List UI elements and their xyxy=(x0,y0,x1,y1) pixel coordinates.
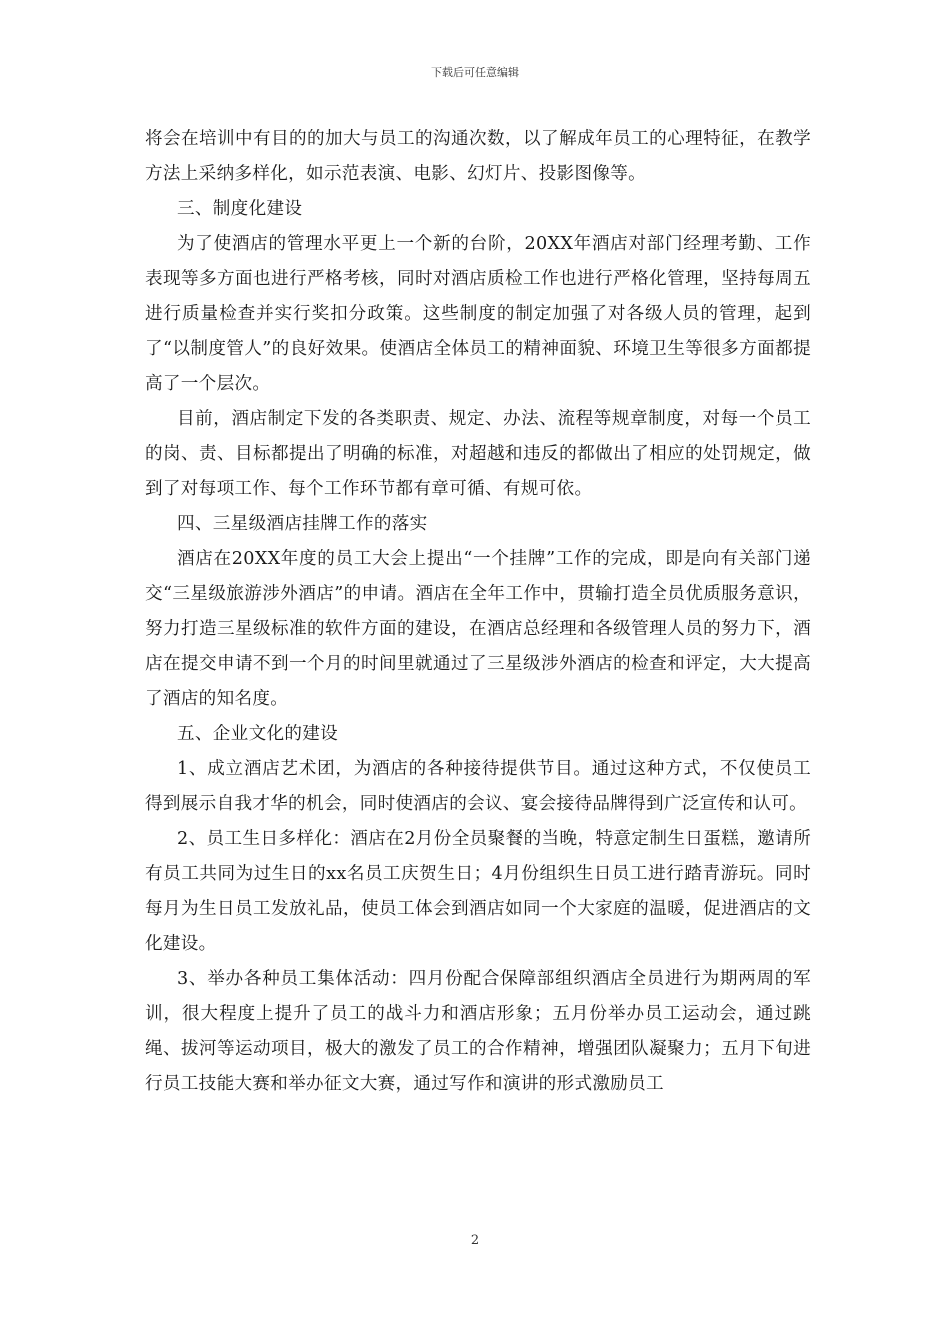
page-header: 下载后可任意编辑 xyxy=(431,66,519,79)
document-body xyxy=(145,122,811,1102)
paragraph: 1、成立酒店艺术团，为酒店的各种接待提供节目。通过这种方式，不仅使员工得到展示自我才华的机会，同时使酒店的会议、宴会接待品牌得到广泛宣传和认可。 xyxy=(145,759,811,814)
paragraph: 2、员工生日多样化：酒店在2月份全员聚餐的当晚，特意定制生日蛋糕，邀请所有员工共同为过生日的xx名员工庆贺生日；4月份组织生日员工进行踏青游玩。同时每月为生日员工发放礼品，使员工体会到酒店如同一个大家庭的温暖，促进酒店的文化建设。 xyxy=(145,829,811,954)
section-heading: 三、制度化建设 xyxy=(177,199,303,219)
paragraph: 目前，酒店制定下发的各类职责、规定、办法、流程等规章制度，对每一个员工的岗、责、目标都提出了明确的标准，对超越和违反的都做出了相应的处罚规定，做到了对每项工作、每个工作环节都有章可循、有规可依。 xyxy=(145,409,811,499)
paragraph: 酒店在20XX年度的员工大会上提出“一个挂牌”工作的完成，即是向有关部门递交“三星级旅游涉外酒店”的申请。酒店在全年工作中，贯输打造全员优质服务意识，努力打造三星级标准的软件方面的建设，在酒店总经理和各级管理人员的努力下，酒店在提交申请不到一个月的时间里就通过了三星级涉外酒店的检查和评定，大大提高了酒店的知名度。 xyxy=(145,549,811,709)
section-heading: 四、三星级酒店挂牌工作的落实 xyxy=(177,514,428,534)
paragraph: 将会在培训中有目的的加大与员工的沟通次数，以了解成年员工的心理特征，在教学方法上采纳多样化，如示范表演、电影、幻灯片、投影图像等。 xyxy=(145,129,811,184)
paragraph: 为了使酒店的管理水平更上一个新的台阶，20XX年酒店对部门经理考勤、工作表现等多方面也进行严格考核，同时对酒店质检工作也进行严格化管理，坚持每周五进行质量检查并实行奖扣分政策。这些制度的制定加强了对各级人员的管理，起到了“以制度管人”的良好效果。使酒店全体员工的精神面貌、环境卫生等很多方面都提高了一个层次。 xyxy=(145,234,811,394)
page-number: 2 xyxy=(470,1233,480,1248)
paragraph: 3、举办各种员工集体活动：四月份配合保障部组织酒店全员进行为期两周的军训，很大程度上提升了员工的战斗力和酒店形象；五月份举办员工运动会，通过跳绳、拔河等运动项目，极大的激发了员工的合作精神，增强团队凝聚力；五月下旬进行员工技能大赛和举办征文大赛，通过写作和演讲的形式激励员工 xyxy=(145,969,811,1094)
section-heading: 五、企业文化的建设 xyxy=(177,724,339,744)
